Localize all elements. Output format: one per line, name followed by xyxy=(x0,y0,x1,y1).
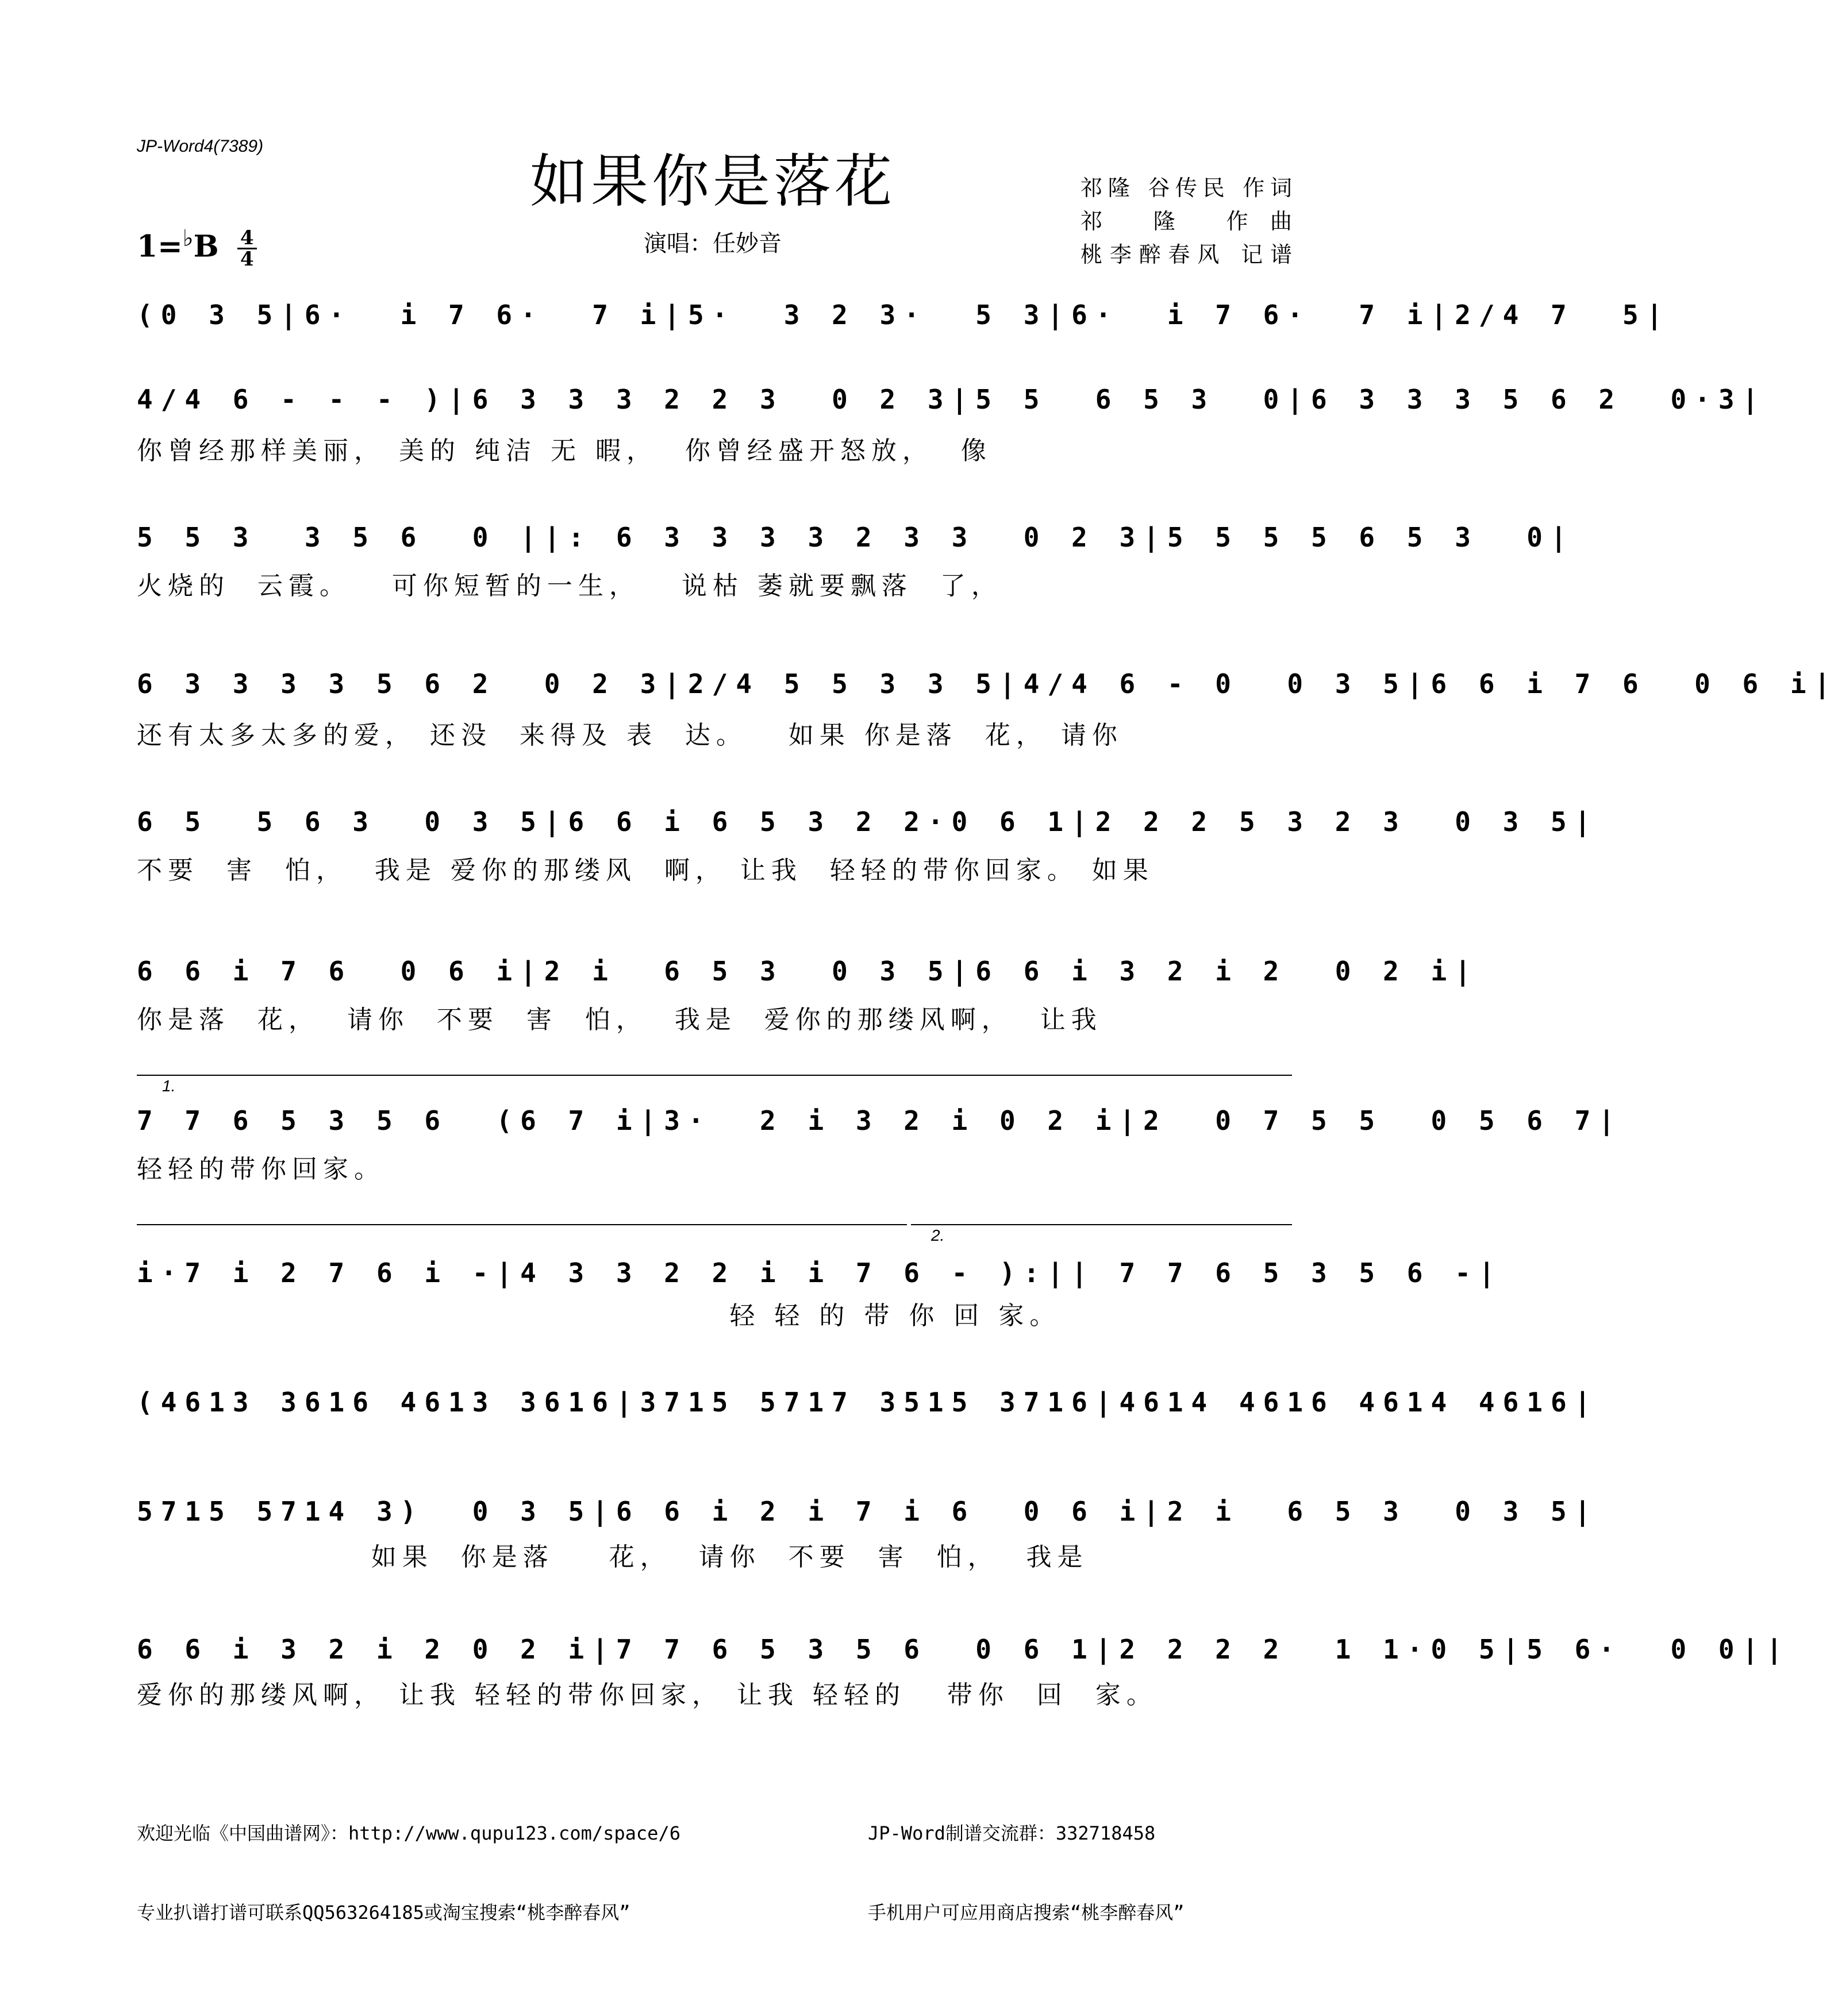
score-row-11-lyrics: 爱你的那缕风啊， 让我 轻轻的带你回家， 让我 轻轻的 带你 回 家。 xyxy=(137,1680,1158,1710)
footer-left xyxy=(137,1767,680,1952)
volta-2-line xyxy=(911,1224,1292,1225)
score-row-4-notes: 6 3 3 3 3 5 6 2 0 2 3|2/4 5 5 3 3 5|4/4 6 - 0 0 3 5|6 6 i 7 6 0 6 i| xyxy=(137,668,1838,699)
footer-app-search: 手机用户可应用商店搜索“桃李醉春风” xyxy=(868,1902,1185,1923)
score-row-7-notes: 7 7 6 5 3 5 6 (6 7 i|3· 2 i 3 2 i 0 2 i|2 0 7 5 5 0 5 6 7| xyxy=(137,1105,1623,1136)
score-row-9-notes: (4613 3616 4613 3616|3715 5717 3515 3716|4614 4616 4614 4616| xyxy=(137,1387,1599,1418)
singer-label: 演唱：任妙音 xyxy=(644,230,782,257)
score-row-5-notes: 6 5 5 6 3 0 3 5|6 6 i 6 5 3 2 2·0 6 1|2 2 2 5 3 2 3 0 3 5| xyxy=(137,806,1599,837)
composer-credit: 祁 隆 作曲 xyxy=(1081,209,1293,234)
footer-website: 欢迎光临《中国曲谱网》：http://www.qupu123.com/space/6 xyxy=(137,1822,680,1844)
score-row-3-notes: 5 5 3 3 5 6 0 ||: 6 3 3 3 3 2 3 3 0 2 3|5 5 5 5 6 5 3 0| xyxy=(137,522,1575,553)
score-row-3-lyrics: 火烧的 云霞。 可你短暂的一生， 说枯 萎就要飘落 了， xyxy=(137,571,1002,601)
score-row-10-notes: 5715 5714 3) 0 3 5|6 6 i 2 i 7 i 6 0 6 i|2 i 6 5 3 0 3 5| xyxy=(137,1496,1599,1527)
volta-1-end-line xyxy=(137,1224,907,1225)
score-row-5-lyrics: 不要 害 怕， 我是 爱你的那缕风 啊， 让我 轻轻的带你回家。 如果 xyxy=(137,856,1154,885)
score-row-10-lyrics: 如果 你是落 花， 请你 不要 害 怕， 我是 xyxy=(137,1542,1089,1572)
edition-label: JP-Word4(7389) xyxy=(137,137,264,156)
volta-1-line xyxy=(137,1075,1292,1076)
transcriber-credit: 桃李醉春风 记谱 xyxy=(1081,242,1293,267)
score-row-7-lyrics: 轻轻的带你回家。 xyxy=(137,1155,385,1184)
score-row-1-notes: (0 3 5|6· i 7 6· 7 i|5· 3 2 3· 5 3|6· i 7 6· 7 i|2/4 7 5| xyxy=(137,299,1671,330)
flat-icon: ♭ xyxy=(182,225,194,252)
footer-group: JP-Word制谱交流群：332718458 xyxy=(868,1822,1156,1844)
footer-right xyxy=(868,1767,1185,1952)
key-note: B xyxy=(193,229,219,264)
score-row-2-lyrics: 你曾经那样美丽， 美的 纯洁 无 暇， 你曾经盛开怒放， 像 xyxy=(137,436,992,465)
time-sig-bottom: 4 xyxy=(240,248,254,271)
key-prefix: 1= xyxy=(137,229,183,264)
score-row-6-lyrics: 你是落 花， 请你 不要 害 怕， 我是 爱你的那缕风啊， 让我 xyxy=(137,1005,1102,1034)
lyricist-credit: 祁隆 谷传民 作词 xyxy=(1081,175,1293,201)
score-row-11-notes: 6 6 i 3 2 i 2 0 2 i|7 7 6 5 3 5 6 0 6 1|2 2 2 2 1 1·0 5|5 6· 0 0|| xyxy=(137,1634,1790,1665)
score-row-6-notes: 6 6 i 7 6 0 6 i|2 i 6 5 3 0 3 5|6 6 i 3 2 i 2 0 2 i| xyxy=(137,956,1479,987)
score-row-2-notes: 4/4 6 - - - )|6 3 3 3 2 2 3 0 2 3|5 5 6 5 3 0|6 3 3 3 5 6 2 0·3| xyxy=(137,384,1767,415)
song-title: 如果你是落花 xyxy=(530,148,895,215)
volta-2-label: 2. xyxy=(931,1226,945,1244)
score-row-8-notes: i·7 i 2 7 6 i -|4 3 3 2 2 i i 7 6 - ):|| 7 7 6 5 3 5 6 -| xyxy=(137,1257,1503,1288)
time-sig-top: 4 xyxy=(240,226,254,250)
volta-1-label: 1. xyxy=(162,1077,176,1095)
score-row-8-lyrics: 轻 轻 的 带 你 回 家。 xyxy=(137,1301,1061,1330)
footer-contact: 专业扒谱打谱可联系QQ563264185或淘宝搜索“桃李醉春风” xyxy=(137,1902,630,1923)
score-row-4-lyrics: 还有太多太多的爱， 还没 来得及 表 达。 如果 你是落 花， 请你 xyxy=(137,721,1123,750)
